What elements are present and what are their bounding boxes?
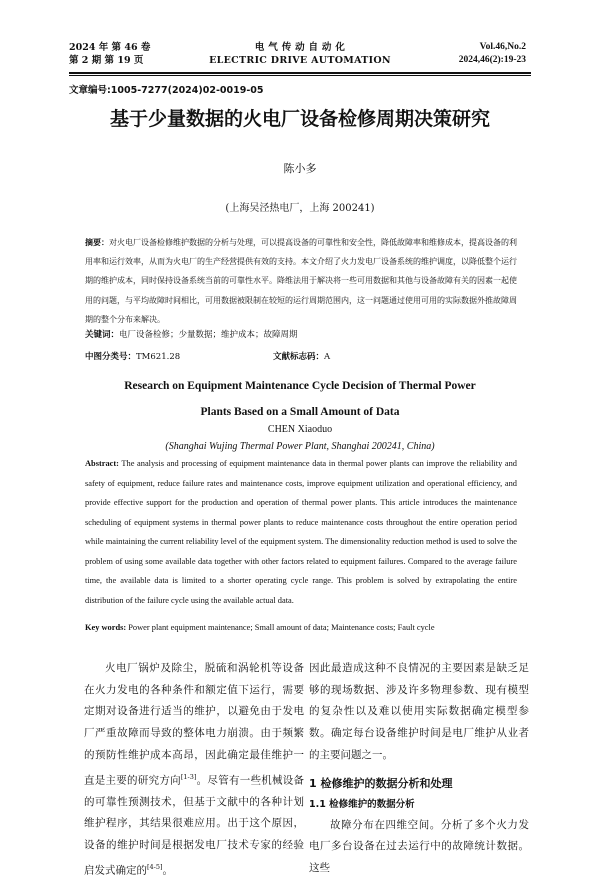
affiliation-en: (Shanghai Wujing Thermal Power Plant, Shanghai 200241, China)	[165, 441, 435, 452]
classification-cn	[85, 350, 517, 362]
doc-code-label: 文献标志码：	[273, 352, 325, 362]
abstract-en-label: Abstract:	[85, 459, 119, 468]
keywords-en-label: Key words:	[85, 623, 127, 632]
keywords-cn	[85, 328, 517, 340]
journal-name-cn: 电 气 传 动 自 动 化	[254, 42, 346, 53]
page-title: 基于少量数据的火电厂设备检修周期决策研究	[109, 108, 490, 130]
english-title-line-1: Research on Equipment Maintenance Cycle Decision of Thermal Power	[124, 380, 476, 392]
body-paragraph-1b: 。尽管有一些机械设备的可靠性预测技术，但基于文献中的各种计划维护程序，其结果很难应用。出于这个原因，设备的维护时间是根据发电厂技术专家的经验启发式确定的	[84, 774, 305, 877]
body-paragraph-1a: 火电厂锅炉及除尘，脱硫和涡轮机等设备在火力发电的各种条件和额定值下运行，需要定期对设备进行适当的维护，以避免由于发电厂严重故障而导致的整体电力崩溃。由于频繁的预防性维护成本高昂，因此确定最佳维护一直是主要的研究方向	[84, 662, 304, 787]
volume-info	[459, 41, 526, 73]
issue-line-2: 第 2 期 第 19 页	[69, 55, 144, 66]
header-rule-thick	[69, 72, 531, 74]
body-column-left	[84, 658, 304, 882]
section-heading-1-1: 1.1 检修维护的数据分析	[309, 798, 415, 810]
volume-line-1: Vol.46,No.2	[479, 42, 526, 52]
author-name-en: CHEN Xiaoduo	[267, 424, 333, 435]
body-column-right	[309, 658, 529, 880]
english-title-line-2: Plants Based on a Small Amount of Data	[200, 406, 400, 418]
keywords-en-text: Power plant equipment maintenance; Small amount of data; Maintenance costs; Fault cycle	[128, 623, 435, 632]
keywords-cn-text: 电厂设备检修；少量数据；维护成本；故障周期	[119, 330, 298, 340]
keywords-cn-label: 关键词：	[85, 330, 120, 340]
english-title	[0, 373, 600, 425]
section-heading-1: 1 检修维护的数据分析和处理	[309, 776, 453, 790]
abstract-cn-text: 对火电厂设备检修维护数据的分析与处理，可以提高设备的可靠性和安全性，降低故障率和维修成本，提高设备的利用率和运行效率，从而为火电厂的生产经营提供有效的支持。本文介绍了火力发电厂设备系统的维护调度，以降低整个运行期的维护成本，同时保持设备系统当前的可靠性水平。降维法用于解决将一些可用数据和其他与设备故障有关的因素一起使用的问题，与平均故障时间相比，可用数据被限制在较短的运行周期范围内，这一问题通过使用可用的实际数据外推故障周期的整个分布来解决。	[85, 238, 517, 324]
body-paragraph-continued: 因此最造成这种不良情况的主要因素是缺乏足够的现场数据、涉及许多物理参数、现有模型的复杂性以及难以使用实际数据确定模型参数。确定每台设备维护时间是电厂维护从业者的主要问题之一。	[309, 662, 529, 761]
journal-name-en: ELECTRIC DRIVE AUTOMATION	[209, 55, 391, 66]
issue-line-1: 2024 年 第 46 卷	[69, 42, 151, 53]
author-name: 陈小多	[283, 162, 317, 175]
abstract-en-text: The analysis and processing of equipment maintenance data in thermal power plants can improve the reliability and safety of equipment, reduce failure rates and maintenance costs, improve equipment utilization and operational efficiency, and provide effective support for the production and operation of thermal power plants. This article introduces the maintenance scheduling of equipment systems in thermal power plants to reduce maintenance costs throughout the entire operation period while maintaining the current reliability level of the equipment system. The dimensionality reduction method is used to solve the problem of using some available data together with other factors related to equipment failures. Compared to the average failure time, the available data is limited to a shorter operating cycle range. This problem is solved by extrapolating the entire distribution of the failure cycle using the available actual data.	[85, 459, 517, 605]
keywords-en	[85, 621, 525, 635]
volume-line-2: 2024,46(2):19-23	[458, 55, 526, 65]
abstract-cn	[85, 233, 517, 329]
body-paragraph-1c: 。	[162, 864, 174, 877]
body-paragraph-2: 故障分布在四维空间。分析了多个火力发电厂多台设备在过去运行中的故障统计数据。这些	[309, 818, 529, 874]
abstract-cn-label: 摘要：	[85, 238, 109, 247]
doc-code-value: A	[324, 352, 331, 362]
affiliation: (上海吴泾热电厂，上海 200241)	[225, 203, 375, 214]
article-number: 文章编号:1005-7277(2024)02-0019-05	[69, 85, 264, 96]
clc-label: 中图分类号：	[85, 352, 137, 362]
citation-2: [4-5]	[147, 862, 163, 871]
citation-1: [1-3]	[180, 772, 197, 781]
abstract-en	[85, 454, 517, 610]
header-rule-thin	[69, 75, 531, 76]
clc-value: TM621.28	[136, 352, 181, 362]
